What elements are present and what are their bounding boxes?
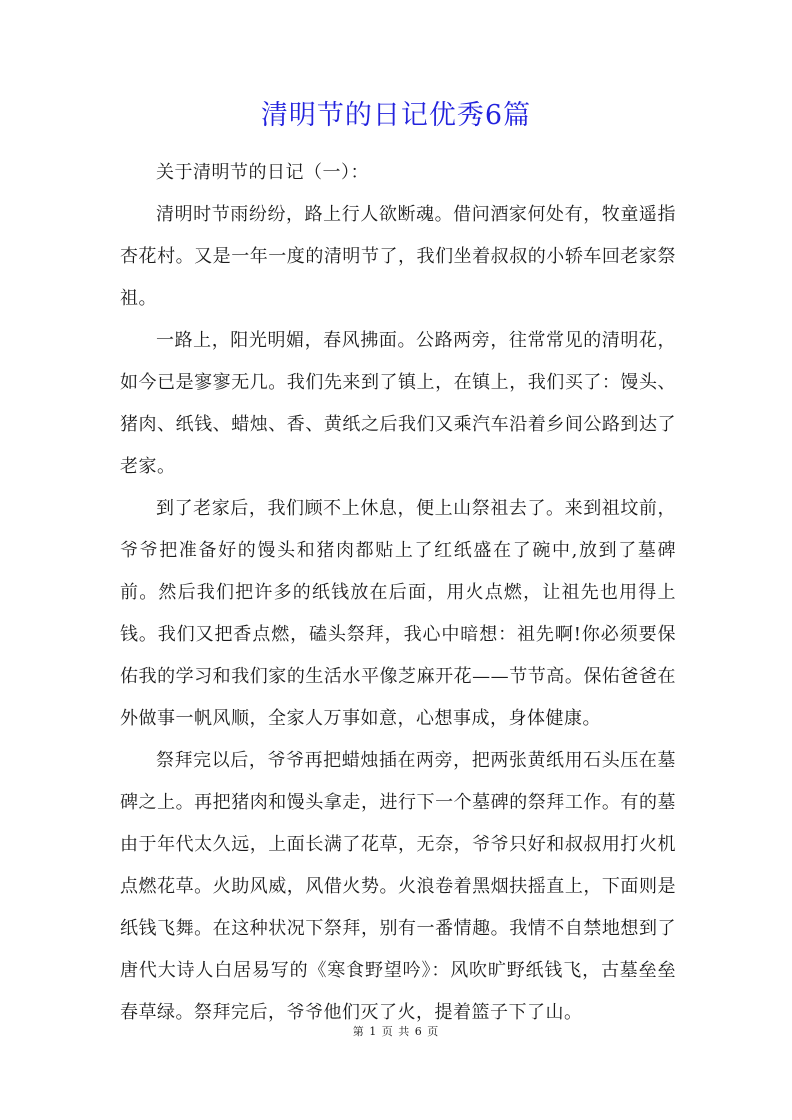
page-footer: 第 1 页 共 6 页 bbox=[352, 1025, 440, 1038]
paragraph: 清明时节雨纷纷，路上行人欲断魂。借问酒家何处有，牧童遥指杏花村。又是一年一度的清明节了，我们坐着叔叔的小轿车回老家祭祖。 bbox=[120, 204, 676, 309]
document-title: 清明节的日记优秀6篇 bbox=[260, 100, 532, 131]
paragraph: 到了老家后，我们顾不上休息，便上山祭祖去了。来到祖坟前，爷爷把准备好的馒头和猪肉都贴上了红纸盛在了碗中,放到了墓碑前。然后我们把许多的纸钱放在后面，用火点燃，让祖先也用得上钱。我们又把香点燃，磕头祭拜，我心中暗想：祖先啊!你必须要保佑我的学习和我们家的生活水平像芝麻开花——节节高。保佑爸爸在外做事一帆风顺，全家人万事如意，心想事成，身体健康。 bbox=[120, 498, 676, 729]
paragraph: 一路上，阳光明媚，春风拂面。公路两旁，往常常见的清明花，如今已是寥寥无几。我们先来到了镇上，在镇上，我们买了：馒头、猪肉、纸钱、蜡烛、香、黄纸之后我们又乘汽车沿着乡间公路到达了老家。 bbox=[120, 330, 676, 477]
paragraph: 祭拜完以后，爷爷再把蜡烛插在两旁，把两张黄纸用石头压在墓碑之上。再把猪肉和馒头拿走，进行下一个墓碑的祭拜工作。有的墓由于年代太久远，上面长满了花草，无奈，爷爷只好和叔叔用打火机点燃花草。火助风威，风借火势。火浪卷着黑烟扶摇直上，下面则是纸钱飞舞。在这种状况下祭拜，别有一番情趣。我情不自禁地想到了唐代大诗人白居易写的《寒食野望吟》：风吹旷野纸钱飞，古墓垒垒春草绿。祭拜完后，爷爷他们灭了火，提着篮子下了山。 bbox=[120, 750, 676, 1023]
section-heading: 关于清明节的日记（一）： bbox=[156, 162, 369, 183]
document-body bbox=[120, 152, 676, 1034]
